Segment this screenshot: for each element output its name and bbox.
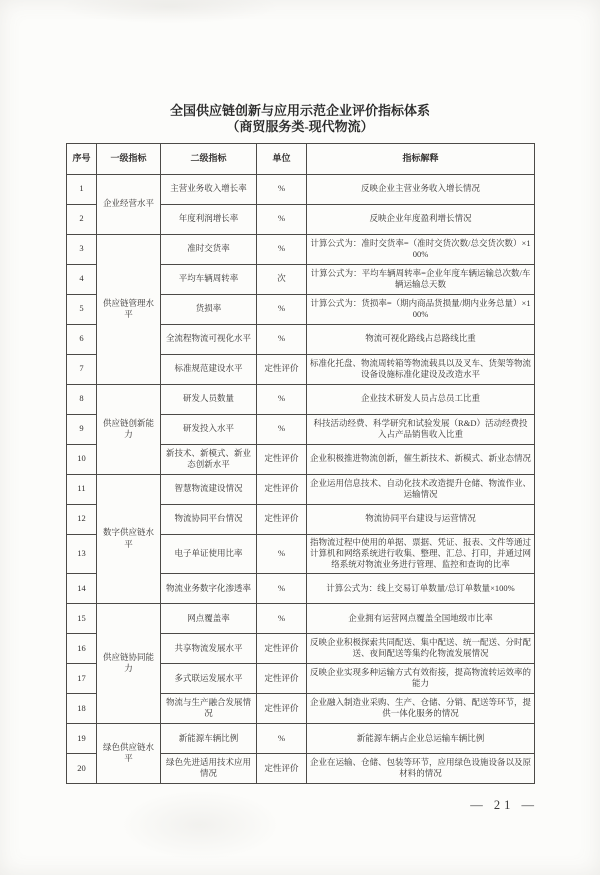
cell-explanation: 新能源车辆占企业总运输车辆比例 <box>307 723 535 753</box>
cell-level2-indicator: 研发投入水平 <box>161 414 257 444</box>
cell-level2-indicator: 标准规范建设水平 <box>161 354 257 384</box>
cell-explanation: 计算公式为：准时交货率=（准时交货次数/总交货次数）×100% <box>307 234 535 264</box>
cell-serial-number: 4 <box>67 264 97 294</box>
cell-unit: 定性评价 <box>257 474 307 504</box>
cell-unit: 定性评价 <box>257 633 307 663</box>
header-level1-indicator: 一级指标 <box>97 143 161 174</box>
cell-explanation: 计算公式为：货损率=（期内商品货损量/期内业务总量）×100% <box>307 294 535 324</box>
cell-level2-indicator: 准时交货率 <box>161 234 257 264</box>
cell-unit: % <box>257 573 307 603</box>
cell-level2-indicator: 物流与生产融合发展情况 <box>161 693 257 723</box>
scan-smudge <box>120 790 280 860</box>
cell-level2-indicator: 绿色先进适用技术应用情况 <box>161 753 257 783</box>
cell-level2-indicator: 智慧物流建设情况 <box>161 474 257 504</box>
cell-unit: 定性评价 <box>257 354 307 384</box>
cell-explanation: 企业积极推进物流创新，催生新技术、新模式、新业态情况 <box>307 444 535 474</box>
cell-serial-number: 18 <box>67 693 97 723</box>
cell-level1-indicator: 供应链创新能力 <box>97 384 161 474</box>
cell-explanation: 反映企业年度盈利增长情况 <box>307 204 535 234</box>
cell-serial-number: 5 <box>67 294 97 324</box>
cell-serial-number: 17 <box>67 663 97 693</box>
cell-level1-indicator: 数字供应链水平 <box>97 474 161 603</box>
cell-explanation: 企业在运输、仓储、包装等环节，应用绿色设施设备以及原材料的情况 <box>307 753 535 783</box>
cell-unit: % <box>257 174 307 204</box>
cell-serial-number: 16 <box>67 633 97 663</box>
cell-serial-number: 9 <box>67 414 97 444</box>
cell-level2-indicator: 物流协同平台情况 <box>161 504 257 534</box>
cell-explanation: 反映企业主营业务收入增长情况 <box>307 174 535 204</box>
cell-unit: 定性评价 <box>257 753 307 783</box>
table-row <box>67 384 535 414</box>
cell-serial-number: 15 <box>67 603 97 633</box>
cell-serial-number: 6 <box>67 324 97 354</box>
cell-level2-indicator: 新技术、新模式、新业态创新水平 <box>161 444 257 474</box>
cell-level2-indicator: 共享物流发展水平 <box>161 633 257 663</box>
cell-explanation: 反映企业实现多种运输方式有效衔接，提高物流转运效率的能力 <box>307 663 535 693</box>
cell-explanation: 反映企业积极探索共同配送、集中配送、统一配送、分时配送、夜间配送等集约化物流发展情况 <box>307 633 535 663</box>
cell-level2-indicator: 网点覆盖率 <box>161 603 257 633</box>
cell-level2-indicator: 物流业务数字化渗透率 <box>161 573 257 603</box>
cell-serial-number: 1 <box>67 174 97 204</box>
cell-unit: % <box>257 414 307 444</box>
cell-serial-number: 14 <box>67 573 97 603</box>
cell-explanation: 企业拥有运营网点覆盖全国地级市比率 <box>307 603 535 633</box>
cell-unit: % <box>257 204 307 234</box>
cell-explanation: 物流可视化路线占总路线比重 <box>307 324 535 354</box>
cell-explanation: 企业技术研发人员占总员工比重 <box>307 384 535 414</box>
cell-level1-indicator: 企业经营水平 <box>97 174 161 234</box>
title-line-2: （商贸服务类-现代物流） <box>226 119 374 135</box>
cell-unit: 定性评价 <box>257 693 307 723</box>
cell-unit: % <box>257 603 307 633</box>
cell-level2-indicator: 主营业务收入增长率 <box>161 174 257 204</box>
cell-explanation: 企业运用信息技术、自动化技术改造提升仓储、物流作业、运输情况 <box>307 474 535 504</box>
page-number: — 21 — <box>470 798 538 812</box>
header-explanation: 指标解释 <box>307 143 535 174</box>
cell-serial-number: 8 <box>67 384 97 414</box>
title-line-1: 全国供应链创新与应用示范企业评价指标体系 <box>169 103 430 118</box>
cell-unit: 次 <box>257 264 307 294</box>
document-title <box>0 0 600 136</box>
cell-serial-number: 20 <box>67 753 97 783</box>
cell-unit: 定性评价 <box>257 444 307 474</box>
cell-explanation: 计算公式为：平均车辆周转率=企业年度车辆运输总次数/车辆运输总天数 <box>307 264 535 294</box>
cell-unit: % <box>257 294 307 324</box>
cell-explanation: 企业融入制造业采购、生产、仓储、分销、配送等环节，提供一体化服务的情况 <box>307 693 535 723</box>
table-row <box>67 723 535 753</box>
cell-level1-indicator: 供应链管理水平 <box>97 234 161 384</box>
cell-serial-number: 13 <box>67 534 97 573</box>
cell-explanation: 物流协同平台建设与运营情况 <box>307 504 535 534</box>
indicator-table <box>66 143 535 784</box>
header-serial-number: 序号 <box>67 143 97 174</box>
table-row <box>67 474 535 504</box>
cell-explanation: 计算公式为：线上交易订单数量/总订单数量×100% <box>307 573 535 603</box>
header-level2-indicator: 二级指标 <box>161 143 257 174</box>
table-header-row <box>67 143 535 174</box>
cell-serial-number: 3 <box>67 234 97 264</box>
cell-serial-number: 12 <box>67 504 97 534</box>
cell-explanation: 科技活动经费、科学研究和试验发展（R&D）活动经费投入占产品销售收入比重 <box>307 414 535 444</box>
cell-level1-indicator: 供应链协同能力 <box>97 603 161 723</box>
cell-unit: % <box>257 384 307 414</box>
cell-serial-number: 11 <box>67 474 97 504</box>
cell-unit: % <box>257 324 307 354</box>
cell-level2-indicator: 货损率 <box>161 294 257 324</box>
cell-level2-indicator: 年度利润增长率 <box>161 204 257 234</box>
cell-level2-indicator: 全流程物流可视化水平 <box>161 324 257 354</box>
cell-unit: 定性评价 <box>257 663 307 693</box>
cell-serial-number: 10 <box>67 444 97 474</box>
cell-level2-indicator: 多式联运发展水平 <box>161 663 257 693</box>
cell-serial-number: 19 <box>67 723 97 753</box>
header-unit: 单位 <box>257 143 307 174</box>
cell-unit: % <box>257 534 307 573</box>
table-row <box>67 603 535 633</box>
cell-level2-indicator: 新能源车辆比例 <box>161 723 257 753</box>
cell-serial-number: 7 <box>67 354 97 384</box>
cell-serial-number: 2 <box>67 204 97 234</box>
cell-explanation: 标准化托盘、物流周转箱等物流载具以及叉车、货架等物流设备设施标准化建设及改造水平 <box>307 354 535 384</box>
cell-unit: 定性评价 <box>257 504 307 534</box>
table-row <box>67 234 535 264</box>
cell-unit: % <box>257 723 307 753</box>
cell-level2-indicator: 电子单证使用比率 <box>161 534 257 573</box>
table-row <box>67 174 535 204</box>
cell-level1-indicator: 绿色供应链水平 <box>97 723 161 783</box>
cell-unit: % <box>257 234 307 264</box>
cell-level2-indicator: 研发人员数量 <box>161 384 257 414</box>
cell-explanation: 指物流过程中使用的单据、票据、凭证、报表、文件等通过计算机和网络系统进行收集、整理、汇总、打印，并通过网络系统对物流业务进行管理、监控和查询的比率 <box>307 534 535 573</box>
cell-level2-indicator: 平均车辆周转率 <box>161 264 257 294</box>
